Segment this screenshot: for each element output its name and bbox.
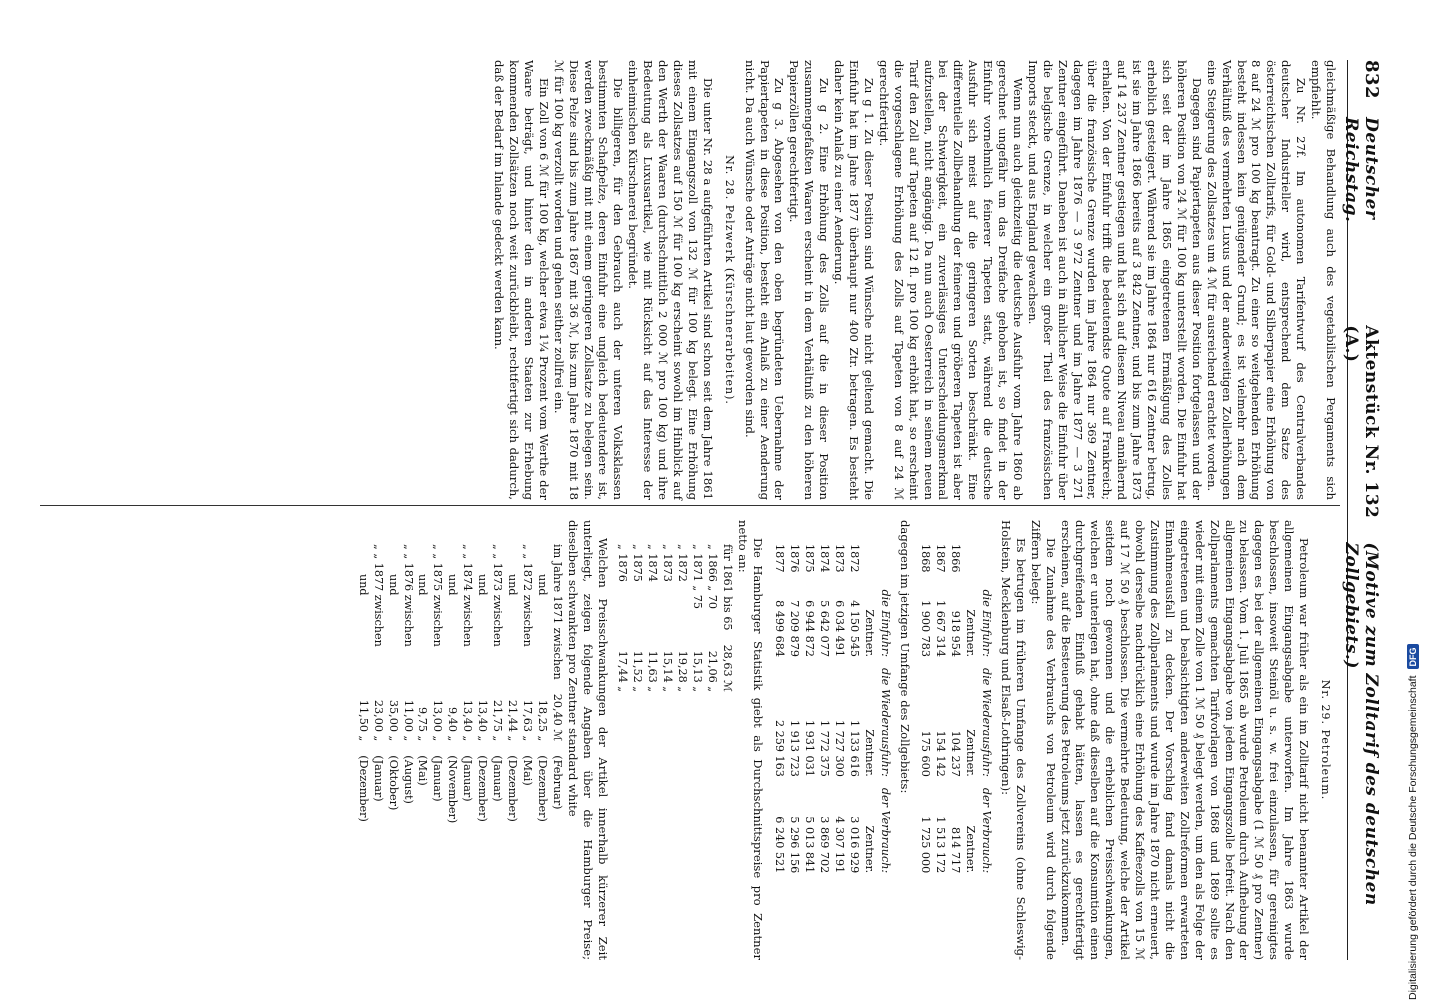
paragraph: Petroleum war früher als ein im Zolltarif nicht benannter Artikel der allgemeinen Eingangsabgabe unterworfen. Im Jahre 1863 wurde beschlossen, insoweit Steinöl u. s. w. frei einzulassen, für gereinigtes dagegen es bei der allgemeinen Eingangsabgabe (1 ℳ 50 ₰ pro Zentner) zu belassen. Vom 1. Juli 1865 ab wurde Petroleum durch Aufhebung der allgemeinen Eingangsabgabe von jedem Eingangszolle befreit. Nach den Zollparlaments gemachten Tarifvorlagen von 1868 und 1869 sollte es wieder mit einem Zolle von 1 ℳ 50 ₰ belegt werden, um den als Folge der eingetretenen und beabsichtigten anderweiten Zollreformen erwarteten Einnahmeausfall zu decken. Der Vorschlag fand damals nicht die Zustimmung des Zollparlaments und wurde im Jahre 1870 nicht erneuert, obwohl derselbe nachdrücklich eine Erhöhung des Kaffeezolls von 15 ℳ auf 17 ℳ 50 ₰ beschlossen. Die vermehrte Bedeutung, welche der Artikel seitdem noch gewonnen und die erheblichen Preisschwankungen, welchen er unterlegen hat, ohne daß dieselben auf die Konsumtion einen durchgreifenden Einfluß gehabt hätten, lassen es gerechtfertigt erscheinen, auf die Besteuerung des Petroleums jetzt zurückzukommen. [1058, 520, 1312, 960]
price-cell: 35,00 „ [386, 699, 400, 742]
unit-label: Zentner. [964, 825, 978, 874]
section-heading: Nr. 29. Petroleum. [1319, 679, 1332, 801]
credit-text: Digitalisierung gefördert durch die Deutsche Forschungsgemeinschaft [1407, 675, 1419, 1000]
consumption-cell: 1 725 000 [919, 816, 933, 874]
table-row [519, 544, 534, 837]
period-cell: „ „ 1872 zwischen [520, 544, 534, 647]
price-cell: 9,40 „ [446, 707, 460, 742]
paragraph: Zu g 3. Abgesehen von den oben begründeten Uebernahme der Papiertapeten in diese Position, besteht ein Anlaß zu einer Aenderung nicht. Da auch Wünsche oder Anträge nicht laut geworden sind. [742, 60, 787, 500]
table-row [947, 544, 962, 883]
year-cell: 1866 [949, 544, 963, 573]
table-row [659, 544, 674, 706]
period-cell: und [476, 574, 490, 596]
year-cell: 1877 [773, 544, 787, 573]
paragraph: Die Hamburger Statistik giebt als Durchschnittspreise pro Zentner netto an: [736, 520, 766, 960]
period-cell: „ „ 1873 zwischen [490, 544, 504, 647]
unit-label: Zentner. [964, 729, 978, 777]
motive-title: (Motive zum Zolltarif des deutschen Zollgebiets.) [1341, 542, 1381, 906]
publication-title: Deutscher Reichstag. [1341, 117, 1381, 223]
consumption-cell: 5 013 841 [803, 816, 817, 874]
reexport-cell: 175 600 [919, 730, 933, 777]
period-cell: „ 1874 [646, 544, 660, 582]
table-row [415, 544, 430, 837]
price-cell: 23,00 „ [371, 699, 385, 742]
year-cell: 1872 [847, 544, 861, 573]
period-cell: „ 1873 [660, 544, 674, 582]
paragraph: Die unter Nr. 28 a aufgeführten Artikel sind schon seit dem Jahre 1861 mit einem Eingangszoll von 132 ℳ für 100 kg belegt. Eine Erhöhung dieses Zollsatzes auf 150 ℳ für 100 kg erscheint sowohl im Hinblick auf den Werth der Waaren (durchschnittlich 2 000 ℳ pro 100 kg) und ihre Bedeutung als Luxusartikel, wie mit Rücksicht auf das Interesse der einheimischen Kürschnerei begründet. [626, 60, 715, 500]
period-cell: und [535, 574, 549, 596]
table-row [816, 544, 831, 883]
price-cell: 21,44 „ [505, 699, 519, 742]
month-cell: (Dezember) [356, 755, 370, 822]
import-cell: 918 954 [949, 610, 963, 658]
price-cell: 13,40 „ [461, 699, 475, 742]
table-row [689, 544, 704, 706]
import-cell: 4 150 545 [847, 600, 861, 658]
import-cell: 7 209 879 [788, 600, 802, 658]
import-cell: 8 499 684 [773, 600, 787, 658]
import-cell: 5 642 077 [818, 600, 831, 658]
paragraph: Wenn nun auch gleichzeitig die deutsche Ausfuhr vom Jahre 1860 ab gerechnet ungefähr um das Dreifache gehoben ist, so findet in der Einfuhr vornehmlich feinerer Tapeten statt, während die deutsche Ausfuhr sich meist auf die geringeren Sorten beschränkt. Eine differentielle Zollbehandlung der feineren und gröberen Tapeten ist aber bei der Schwierigkeit, ein zuverlässiges Unterscheidungsmerkmal aufzustellen, nicht angängig. Da nun auch Oesterreich in seinem neuen Tarif den Zoll auf Tapeten auf 12 fl. pro 100 kg erhöht hat, so erscheint die vorgeschlagene Erhöhung des Zolls auf Tapeten von 8 auf 24 ℳ gerechtfertigt. [876, 60, 1025, 500]
unit-label: Zentner. [862, 729, 876, 777]
column-header: der Verbrauch: [980, 787, 994, 874]
consumption-cell: 6 240 521 [773, 816, 787, 874]
table-row [489, 544, 504, 837]
unit-label: Zentner. [862, 825, 876, 874]
column-header: die Einfuhr: [878, 589, 892, 658]
table-row [400, 544, 415, 837]
table-row [474, 544, 489, 837]
table-row [704, 544, 719, 706]
column-header: der Verbrauch: [878, 787, 892, 874]
annex-label: Aktenstück Nr. 132 (A.) [1341, 325, 1381, 519]
month-cell: (Februar) [550, 755, 564, 810]
period-cell: „ 1876 [616, 544, 630, 582]
digitization-credit [1407, 644, 1419, 1000]
paragraph: gleichmäßige Behandlung auch des vegetabilischen Pergaments sich empfiehlt. [1309, 60, 1338, 500]
paragraph: Zu Nr. 27f. Im autonomen Tarifentwurf des Centralverbandes deutscher Industrieller wird, entsprechend dem Satze des österreichischen Zolltarifs, für Gold- und Silberpapier eine Erhöhung von 8 auf 24 ℳ pro 100 kg beantragt. Zu einer so weitgehenden Erhöhung besteht indessen kein genügender Grund; es ist vielmehr nach dem Verhältniß des vermehrten Luxus und der anderweitigen Zollerhöhungen eine Steigerung des Zollsatzes um 4 ℳ für ausreichend erachtet worden. [1204, 60, 1309, 500]
period-cell: „ „ 1874 zwischen [461, 544, 475, 647]
reexport-cell: 1 913 723 [788, 719, 802, 777]
reexport-cell: 1 727 300 [832, 719, 846, 777]
period-cell: „ 1871 „ 75 [690, 544, 704, 609]
reexport-cell: 1 931 031 [803, 719, 817, 777]
month-cell: (Januar) [371, 755, 385, 802]
period-cell: „ 1872 [675, 544, 689, 582]
reexport-cell: 2 259 163 [773, 719, 787, 777]
price-fluctuation-table [355, 544, 564, 837]
reexport-cell: 1 772 375 [818, 719, 831, 777]
month-cell: (Dezember) [535, 755, 549, 822]
price-cell: 11,50 „ [356, 699, 370, 742]
year-cell: 1875 [803, 544, 817, 573]
period-cell: für 1861 bis 65 [720, 544, 734, 631]
consumption-cell: 1 513 172 [934, 816, 948, 874]
period-cell: und [386, 574, 400, 596]
month-cell: (November) [446, 755, 460, 824]
paragraph: Die Zunahme des Verbrauchs von Petroleum wird durch folgende Ziffern belegt: [1028, 520, 1058, 960]
table-row [459, 544, 474, 837]
month-cell: (Januar) [490, 755, 504, 802]
table-row [355, 544, 370, 837]
page-header [1341, 60, 1382, 960]
month-cell: (Dezember) [476, 755, 490, 822]
consumption-cell: 814 717 [949, 826, 963, 874]
reexport-cell: 154 142 [934, 730, 948, 777]
table-row [549, 544, 564, 837]
period-cell: „ „ 1877 zwischen [371, 544, 385, 647]
month-cell: (August) [401, 755, 415, 804]
price-cell: 21,06 „ [705, 650, 719, 693]
table-row [629, 544, 644, 706]
right-column [351, 520, 1338, 960]
table-row [429, 544, 444, 837]
table-row [385, 544, 400, 837]
petroleum-table-old [918, 544, 995, 883]
price-cell: 13,40 „ [476, 699, 490, 742]
year-cell: 1873 [832, 544, 846, 573]
table-row [831, 544, 846, 883]
paragraph: Es betrugen im früheren Umfange des Zollvereins (ohne Schleswig-Holstein, Mecklenburg und Elsaß-Lothringen): [998, 520, 1028, 960]
petroleum-table-new [771, 544, 892, 883]
column-header: die Einfuhr: [980, 589, 994, 658]
month-cell: (Januar) [431, 755, 445, 802]
section-heading: Nr. 28. Pelzwerk (Kürschnerarbeiten). [722, 155, 736, 405]
period-cell: und [416, 574, 430, 596]
year-cell: 1868 [919, 544, 933, 573]
month-cell: (Mai) [520, 755, 534, 786]
price-cell: 11,52 „ [631, 650, 645, 693]
table-row [846, 544, 861, 883]
column-divider [40, 505, 1340, 506]
period-cell: „ „ 1876 zwischen [401, 544, 415, 647]
period-cell: „ 1866 „ 70 [705, 544, 719, 609]
price-cell: 17,63 „ [520, 699, 534, 742]
price-cell: 17,44 „ [616, 650, 630, 693]
reexport-cell: 1 133 616 [847, 719, 861, 777]
column-header: die Wiederausfuhr: [980, 668, 994, 777]
table-row [370, 544, 385, 837]
price-cell: 18,25 „ [535, 699, 549, 742]
month-cell: (Mai) [416, 755, 430, 786]
price-cell: 13,00 „ [431, 699, 445, 742]
period-cell: „ „ 1875 zwischen [431, 544, 445, 647]
consumption-cell: 5 296 156 [788, 816, 802, 874]
import-cell: 6 944 872 [803, 600, 817, 658]
period-cell: „ 1875 [631, 544, 645, 582]
column-header: die Wiederausfuhr: [878, 668, 892, 777]
month-cell: (Dezember) [505, 755, 519, 822]
price-cell: 15,14 „ [660, 650, 674, 693]
table-row [932, 544, 947, 883]
price-cell: 21,75 „ [490, 699, 504, 742]
import-cell: 1 900 783 [919, 600, 933, 658]
paragraph: dagegen im jetzigen Umfange des Zollgebiets: [897, 520, 912, 794]
left-column [491, 60, 1338, 500]
average-price-table [614, 544, 733, 706]
table-row [444, 544, 459, 837]
table-row [504, 544, 519, 837]
price-cell: 28,63 ℳ [720, 644, 734, 693]
period-cell: im Jahre 1871 zwischen [550, 544, 564, 680]
dfg-logo-icon: DFG [1407, 644, 1419, 669]
year-cell: 1867 [934, 544, 948, 573]
year-cell: 1874 [818, 544, 831, 573]
unit-label: Zentner. [862, 609, 876, 658]
import-cell: 1 667 314 [934, 600, 948, 658]
table-row [674, 544, 689, 706]
paragraph: Zu g 1. Zu dieser Position sind Wünsche nicht geltend gemacht. Die Einfuhr hat im Jahre 1877 überhaupt nur 400 Ztr. betragen. Es besteht daher kein Anlaß zu einer Aenderung. [832, 60, 876, 500]
price-cell: 11,63 „ [646, 650, 660, 693]
paragraph: Zu g 2. Eine Erhöhung des Zolls auf die in dieser Position zusammengefaßten Waaren erscheint in dem Verhältniß zu den höheren Papierzöllen gerechtfertigt. [787, 60, 832, 500]
table-row [534, 544, 549, 837]
price-cell: 20,40 ℳ [550, 693, 564, 742]
consumption-cell: 3 869 702 [818, 816, 831, 874]
month-cell: (Januar) [461, 755, 475, 802]
paragraph: Dagegen sind Papiertapeten aus dieser Position fortgelassen und der höheren Position von 24 ℳ für 100 kg unterstellt worden. Die Einfuhr hat sich seit der im Jahre 1865 eingetretenen Ermäßigung des Zolles erheblich gesteigert. Während sie im Jahre 1864 nur 616 Zentner betrug, ist sie im Jahre 1866 bereits auf 3 842 Zentner, und bis zum Jahre 1873 auf 14 237 Zentner gestiegen und hat sich auf diesem Niveau annähernd erhalten. Von der Einfuhr trifft die bedeutendste Quote auf Frankreich; über die französische Grenze wurden im Jahre 1864 nur 369 Zentner, dagegen im Jahre 1876 — 3 972 Zentner und im Jahre 1877 — 3 271 Zentner eingeführt. Daneben ist auch in ähnlicher Weise die Einfuhr über die belgische Grenze, in welcher ein großer Theil des französischen Imports steckt, und aus England gewachsen. [1025, 60, 1204, 500]
table-row [801, 544, 816, 883]
page-number: 832 [1361, 60, 1382, 100]
price-cell: 19,28 „ [675, 650, 689, 693]
reexport-cell: 104 237 [949, 730, 963, 777]
paragraph: Ein Zoll von 6 ℳ für 100 kg, welcher etwa 1¼ Prozent vom Werthe der Waare beträgt, und hinter den in anderen Staaten zur Erhebung kommenden Zollsätzen noch weit zurückbleibt, rechtfertigt sich dadurch, daß der Bedarf im Inlande gedeckt werden kann. [492, 60, 551, 500]
table-row [771, 544, 786, 883]
paragraph: Die billigeren, für den Gebrauch auch der unteren Volksklassen bestimmten Schafpelze, deren Einfuhr eine ungleich bedeutendere ist, werden zweckmäßig mit mit einem geringeren Zollsatze zu belegen sein. Diese Pelze sind bis zum Jahre 1867 mit 36 ℳ, bis zum Jahre 1870 mit 18 ℳ für 100 kg verzollt worden und gehen seither zollfrei ein. [551, 60, 626, 500]
period-cell: und [356, 574, 370, 596]
consumption-cell: 3 016 929 [847, 816, 861, 874]
table-row [719, 544, 734, 706]
table-row [644, 544, 659, 706]
price-cell: 15,13 „ [690, 650, 704, 693]
period-cell: und [505, 574, 519, 596]
paragraph: Welchen Preisschwankungen der Artikel innerhalb kürzerer Zeit unterliegt, zeigen folgende Angaben über die Hamburger Preise; dieselben schwankten pro Zentner standard white [566, 520, 611, 960]
price-cell: 9,75 „ [416, 707, 430, 742]
table-row [786, 544, 801, 883]
year-cell: 1876 [788, 544, 802, 573]
consumption-cell: 4 307 191 [832, 816, 846, 874]
import-cell: 6 034 491 [832, 600, 846, 658]
scanned-page [20, 0, 1400, 1000]
period-cell: und [446, 574, 460, 596]
price-cell: 11,00 „ [401, 699, 415, 742]
month-cell: (Oktober) [386, 755, 400, 811]
unit-label: Zentner. [964, 609, 978, 658]
table-row [614, 544, 629, 706]
table-row [918, 544, 933, 883]
